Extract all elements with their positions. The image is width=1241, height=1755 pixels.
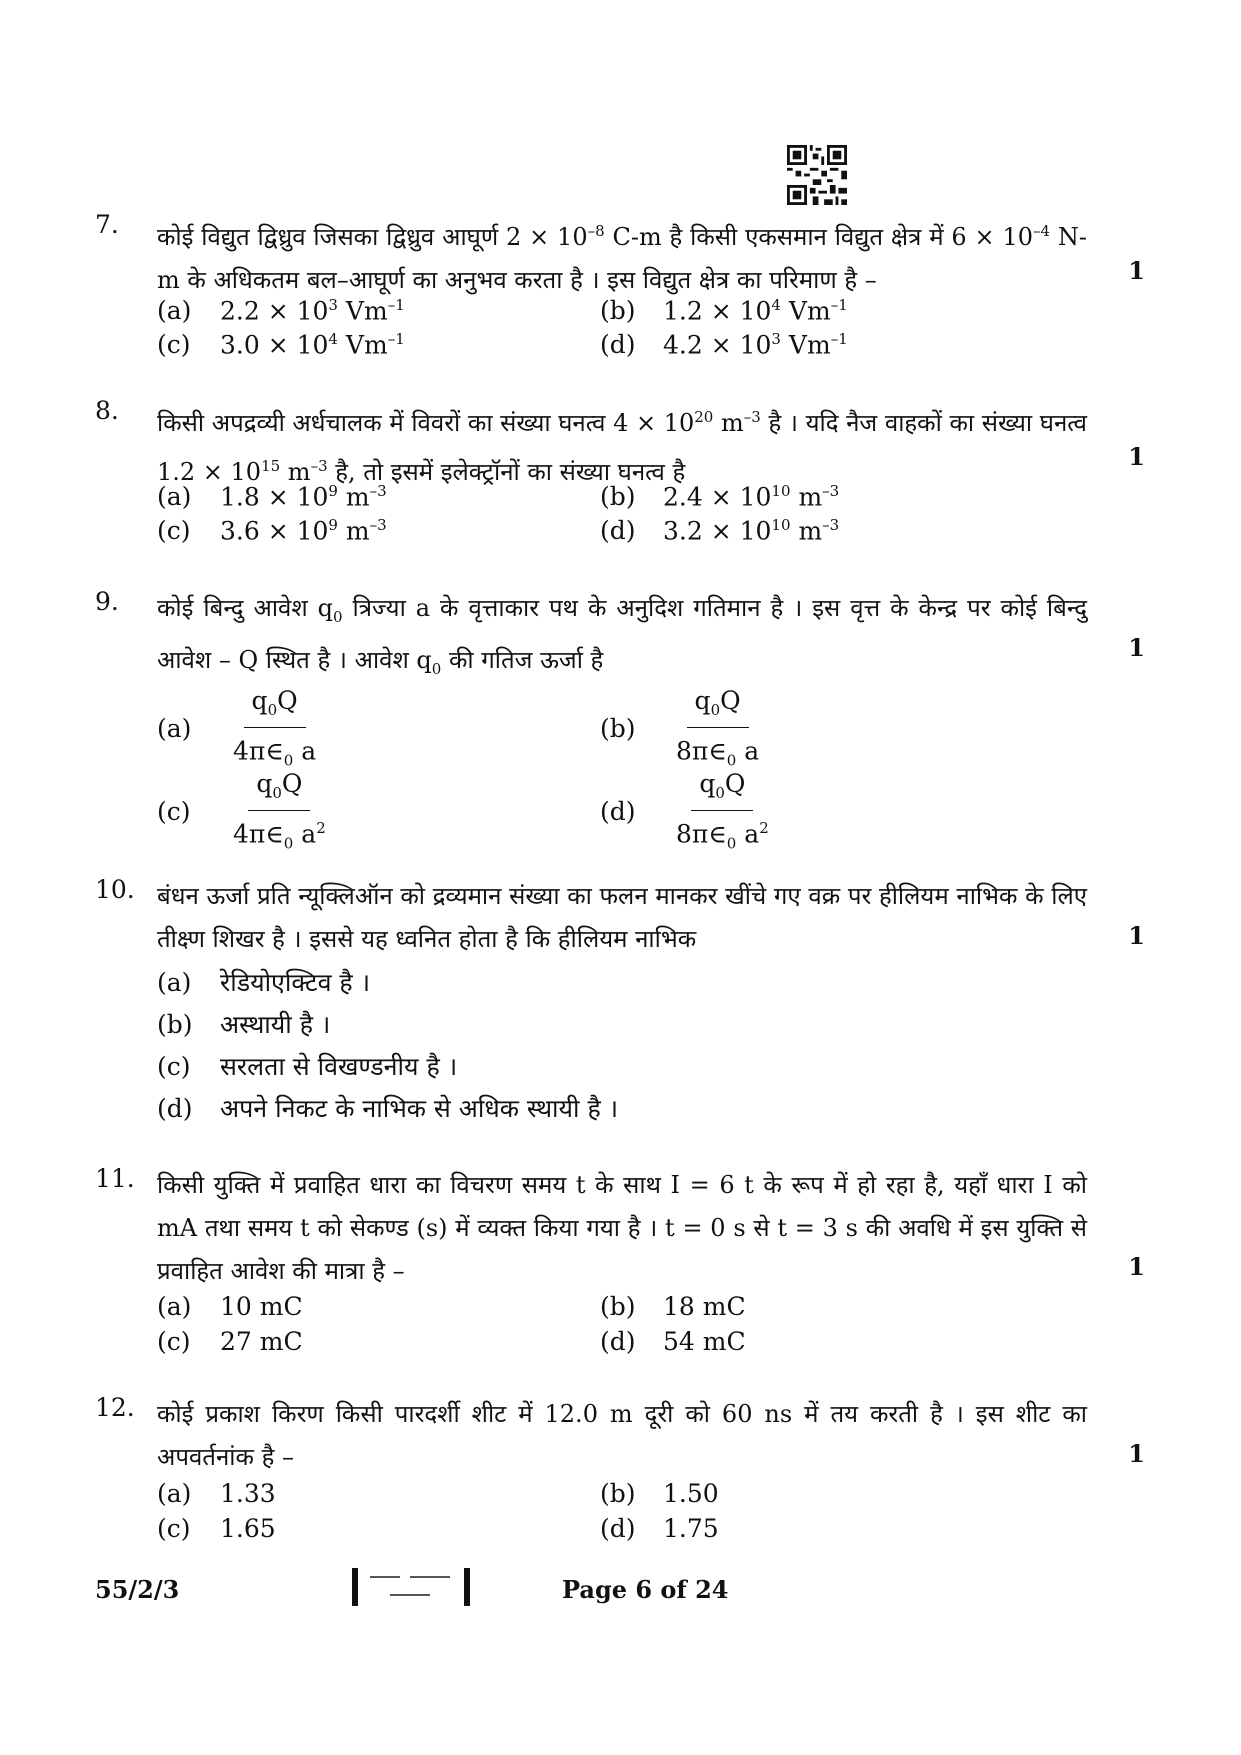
option-d: (d) $3.2 \times 10^{10}$ $m^{-3}$ (600, 516, 840, 546)
option-b: (b) 1.50 (600, 1479, 719, 1508)
marks: 1 (1128, 256, 1145, 285)
page-number: Page 6 of 24 (562, 1575, 729, 1604)
option-c: (c) $\frac{q_0Q}{4\pi\in_0 a^2}$ (157, 767, 334, 860)
question-12 (95, 1393, 1145, 1553)
question-number: 12. (95, 1393, 135, 1422)
option-d: (d) $4.2 \times 10^3$ $Vm^{-1}$ (600, 330, 848, 360)
paper-code: 55/2/3 (95, 1575, 180, 1604)
option-c: (c) सरलता से विखण्डनीय है । (157, 1052, 458, 1081)
marks: 1 (1128, 1252, 1145, 1281)
option-c: (c) $3.0 \times 10^4$ $Vm^{-1}$ (157, 330, 405, 360)
option-d: (d) 1.75 (600, 1514, 719, 1543)
marks: 1 (1128, 633, 1145, 662)
question-number: 8. (95, 396, 119, 425)
question-9 (95, 587, 1145, 853)
option-d: (d) $\frac{q_0Q}{8\pi\in_0 a^2}$ (600, 767, 777, 860)
question-text: कोई विद्युत द्विध्रुव जिसका द्विध्रुव आघूर्ण $2 \times 10^{-8}$ C-m है किसी एकसमान विद्युत क्षेत्र में $6 \times 10^{-4}$ N-m के अधिकतम बल–आघूर्ण का अनुभव करता है । इस विद्युत क्षेत्र का परिमाण है – (157, 222, 1087, 294)
question-number: 11. (95, 1164, 135, 1193)
option-b: (b) 18 mC (600, 1292, 746, 1321)
question-number: 7. (95, 210, 119, 239)
question-text: कोई प्रकाश किरण किसी पारदर्शी शीट में 12.0 m दूरी को 60 ns में तय करती है । इस शीट का अपवर्तनांक है – (157, 1400, 1087, 1471)
question-7 (95, 210, 1145, 360)
fraction: $\frac{q_0Q}{4\pi\in_0 a^2}$ (232, 769, 326, 853)
question-text: किसी अपद्रव्यी अर्धचालक में विवरों का संख्या घनत्व $4 \times 10^{20}$ $m^{-3}$ है । यदि नैज वाहकों का संख्या घनत्व $1.2 \times 10^{15}$ $m^{-3}$ है, तो इसमें इलेक्ट्रॉनों का संख्या घनत्व है (157, 408, 1087, 486)
question-text: कोई बिन्दु आवेश $q_0$ त्रिज्या a के वृत्ताकार पथ के अनुदिश गतिमान है । इस वृत्त के केन्द्र पर कोई बिन्दु आवेश – Q स्थित है । आवेश $q_0$ की गतिज ऊर्जा है (157, 594, 1087, 678)
question-8 (95, 396, 1145, 546)
marks: 1 (1128, 1439, 1145, 1468)
barcode-icon (352, 1566, 470, 1608)
option-c: (c) $3.6 \times 10^9$ $m^{-3}$ (157, 516, 387, 546)
option-a: (a) $\frac{q_0Q}{4\pi\in_0 a}$ (157, 684, 324, 777)
option-d: (d) अपने निकट के नाभिक से अधिक स्थायी है । (157, 1094, 619, 1123)
question-10 (95, 875, 1145, 1125)
option-b: (b) $1.2 \times 10^4$ $Vm^{-1}$ (600, 296, 848, 326)
option-c: (c) 1.65 (157, 1514, 276, 1543)
fraction: $\frac{q_0Q}{8\pi\in_0 a}$ (675, 686, 760, 770)
option-b: (b) अस्थायी है । (157, 1010, 331, 1039)
fraction: $\frac{q_0Q}{8\pi\in_0 a^2}$ (675, 769, 769, 853)
marks: 1 (1128, 921, 1145, 950)
option-a: (a) $1.8 \times 10^9$ $m^{-3}$ (157, 482, 387, 512)
question-11 (95, 1164, 1145, 1364)
option-a: (a) 1.33 (157, 1479, 276, 1508)
fraction: $\frac{q_0Q}{4\pi\in_0 a}$ (232, 686, 317, 770)
question-number: 9. (95, 587, 119, 616)
option-a: (a) $2.2 \times 10^3$ $Vm^{-1}$ (157, 296, 405, 326)
option-a: (a) रेडियोएक्टिव है । (157, 968, 371, 997)
qr-code (787, 145, 847, 205)
option-c: (c) 27 mC (157, 1327, 303, 1356)
question-text: बंधन ऊर्जा प्रति न्यूक्लिऑन को द्रव्यमान संख्या का फलन मानकर खींचे गए वक्र पर हीलियम नाभिक के लिए तीक्ष्ण शिखर है । इससे यह ध्वनित होता है कि हीलियम नाभिक (157, 882, 1087, 953)
option-a: (a) 10 mC (157, 1292, 303, 1321)
option-d: (d) 54 mC (600, 1327, 746, 1356)
option-b: (b) $2.4 \times 10^{10}$ $m^{-3}$ (600, 482, 840, 512)
question-text: किसी युक्ति में प्रवाहित धारा का विचरण समय t के साथ I = 6 t के रूप में हो रहा है, यहाँ धारा I को mA तथा समय t को सेकण्ड (s) में व्यक्त किया गया है । t = 0 s से t = 3 s की अवधि में इस युक्ति से प्रवाहित आवेश की मात्रा है – (157, 1171, 1087, 1285)
option-b: (b) $\frac{q_0Q}{8\pi\in_0 a}$ (600, 684, 767, 777)
marks: 1 (1128, 442, 1145, 471)
question-number: 10. (95, 875, 135, 904)
